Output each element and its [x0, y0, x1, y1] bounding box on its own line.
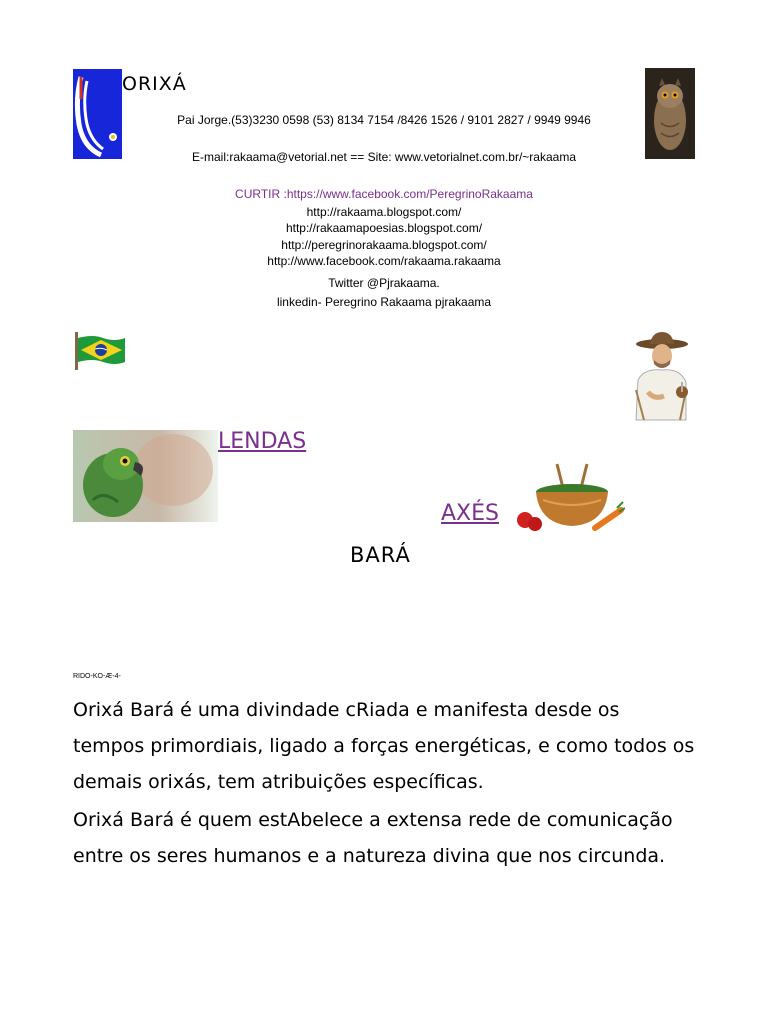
- facebook-profile-link[interactable]: http://www.facebook.com/rakaama.rakaama: [267, 254, 501, 268]
- reference-code: RIDO-KO-Æ-4-: [73, 673, 121, 680]
- twitter-handle: Twitter @Pjrakaama.: [328, 276, 440, 290]
- email-line: E-mail:rakaama@vetorial.net == Site: www.vetorialnet.com.br/~rakaama: [191, 150, 576, 164]
- facebook-curtir-link[interactable]: CURTIR :https://www.facebook.com/PeregrinoRakaama: [235, 187, 533, 201]
- paragraph: Orixá Bará é uma divindade cRiada e manifesta desde os tempos primordiais, ligado a forças energéticas, e como todos os demais orixás, tem atribuições específicas.: [73, 699, 695, 793]
- article-body: [73, 692, 695, 876]
- blog-link[interactable]: http://rakaama.blogspot.com/: [306, 205, 462, 219]
- linkedin-line: linkedin- Peregrino Rakaama pjrakaama: [276, 295, 492, 309]
- brazil-flag-icon: [73, 330, 128, 372]
- site-title: ORIXÁ: [122, 73, 187, 95]
- paragraph: Orixá Bará é quem estAbelece a extensa rede de comunicação entre os seres humanos e a natureza divina que nos circunda.: [73, 809, 673, 867]
- poesias-blog-link[interactable]: http://rakaamapoesias.blogspot.com/: [285, 221, 483, 235]
- lendas-link[interactable]: LENDAS: [218, 429, 307, 454]
- salad-bowl-icon: [513, 462, 625, 542]
- phone-line: Pai Jorge.(53)3230 0598 (53) 8134 7154 /8426 1526 / 9101 2827 / 9949 9946: [177, 113, 591, 127]
- parrot-icon: [73, 430, 218, 522]
- axes-link[interactable]: AXÉS: [441, 501, 499, 526]
- peregrino-blog-link[interactable]: http://peregrinorakaama.blogspot.com/: [281, 238, 487, 252]
- gaucho-icon: [624, 330, 696, 422]
- section-title: BARÁ: [350, 543, 411, 567]
